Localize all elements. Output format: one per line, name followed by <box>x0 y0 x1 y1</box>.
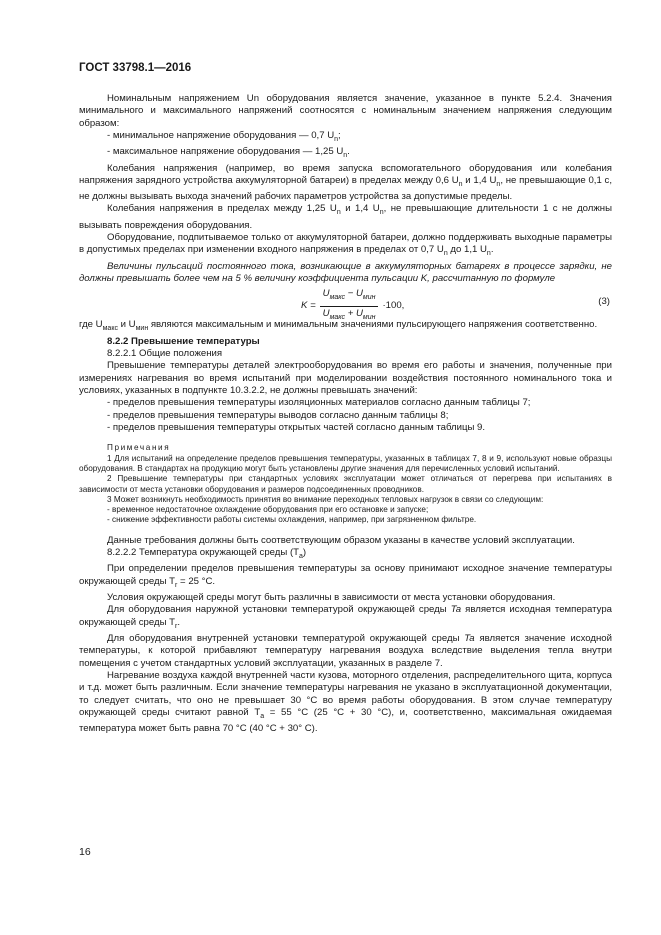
note-3-item-b: - снижение эффективности работы системы охлаждения, например, при загрязненном фильтре. <box>107 515 477 525</box>
list-item-table-8: - пределов превышения температуры выводов согласно данным таблицы 8; <box>107 409 449 421</box>
equation-number: (3) <box>598 296 610 308</box>
formula-lhs: K = <box>301 299 316 311</box>
list-item-table-9: - пределов превышения температуры открытых частей согласно данным таблицы 9. <box>107 422 486 433</box>
paragraph-ambient-conditions: Условия окружающей среды могут быть различны в зависимости от места установки оборудования. <box>107 591 556 603</box>
paragraph-voltage-fluctuations-1s: Колебания напряжения в пределах между 1,25 $U_n$ и 1,4 $U_n$, не превышающие длительности 1 с не должны вызывать повреждения оборудования. <box>79 203 613 231</box>
paragraph-battery-equipment: Оборудование, подпитываемое только от аккумуляторной батареи, должно поддерживать выходные параметры в допустимых пределах при изменении входного напряжения в пределах от 0,7 $U_n$ до 1,1 $U_n$. <box>79 232 612 258</box>
list-item-table-7: - пределов превышения температуры изоляционных материалов согласно данным таблицы 7; <box>107 397 531 409</box>
notes-title: Примечания <box>107 443 171 453</box>
paragraph-ripple: Величины пульсаций постоянного тока, возникающие в аккумуляторных батареях в процессе зарядки, не должны превышать более чем на 5 % величину коэффициента пульсации K, рассчитанную по формуле <box>79 260 612 284</box>
paragraph-nominal-voltage: Номинальным напряжением Un оборудования является значение, указанное в пункте 5.2.4. Значения минимального и максимального напряжений соотносятся с номинальным значением напряжения следующим образом: <box>79 93 612 129</box>
paragraph-temperature-rise: Превышение температуры деталей электрооборудования во время его работы и значения, полученные при измерениях нагревания во время испытаний при моделировании воздействия постоянного номинального тока и условиях, указанных в подпункте 10.3.2.2, не должны превышать значений: <box>79 360 612 396</box>
note-1: 1 Для испытаний на определение пределов превышения температуры, указанных в таблицах 7, 8 и 9, используют новые образцы оборудования. В стандартах на продукцию могут быть установлены другие значения для перечисленных условий испытаний. <box>79 453 612 473</box>
formula-denominator: $U_{макс} + U_{мин}$ <box>322 307 376 321</box>
paragraph-where: где $U_{макс}$ и $U_{мин}$ являются максимальным и минимальным значениями пульсирующего напряжения соответственно. <box>79 319 598 333</box>
note-3-item-a: - временное недостаточное охлаждение оборудования при его остановке и запуске; <box>107 505 429 515</box>
document-header: ГОСТ 33798.1—2016 <box>79 62 192 74</box>
paragraph-requirements: Данные требования должны быть соответствующим образом указаны в качестве условий эксплуатации. <box>107 534 575 546</box>
note-2: 2 Превышение температуры при стандартных условиях эксплуатации может отличаться от перегрева при испытаниях в зависимости от места установки оборудования и размеров подсоединенных проводников. <box>79 474 612 494</box>
list-item-min-voltage: - минимальное напряжение оборудования — 0,7 $U_n$; <box>107 130 341 143</box>
paragraph-reference-temperature: При определении пределов превышения температуры за основу принимают исходное значение температуры окружающей среды $T_r = 25$ °С. <box>79 563 612 589</box>
formula-fraction <box>320 288 379 324</box>
formula-expression <box>301 288 404 324</box>
paragraph-voltage-fluctuations: Колебания напряжения (например, во время запуска вспомогательного оборудования или колебания напряжения зарядного устройства аккумуляторной батареи) в пределах между 0,6 $U_n$ и 1,4 $U_n$, не превышающие 0,1 с, не должны вызывать выхода значений рабочих параметров устройства за допустимые пределы. <box>79 162 613 203</box>
paragraph-indoor-equipment: Для оборудования внутренней установки температурой окружающей среды Ta является значение исходной температуры, к которой прибавляют температуру нагревания воздуха вследствие выделения тепла внутри помещения с учетом стандартных условий эксплуатации, указанных в разделе 7. <box>79 632 612 669</box>
page-number: 16 <box>79 846 91 858</box>
formula-ripple <box>79 285 612 319</box>
note-3: 3 Может возникнуть необходимость принятия во внимание переходных тепловых нагрузок в связи со следующим: <box>107 494 544 504</box>
subsection-heading-8-2-2-1: 8.2.2.1 Общие положения <box>107 347 223 359</box>
formula-numerator: $U_{макс} - U_{мин}$ <box>320 288 379 306</box>
paragraph-air-heating: Нагревание воздуха каждой внутренней части кузова, моторного отделения, распределительного щита, корпуса и т.д. может быть различным. Если значение температуры нагревания не указано в эксплуатационной документации, то следует считать, что оно не превышает 30 °С во время работы оборудования. В этом случае температуру окружающей среды считают равной $T_a = 55$ °С (25 °С + 30 °С), и, соответственно, максимальная ожидаемая температура может быть равна 70 °С (40 °С + 30° С). <box>79 669 612 735</box>
paragraph-outdoor-equipment: Для оборудования наружной установки температурой окружающей среды Ta является исходная температура окружающей среды $T_r$. <box>79 604 612 630</box>
list-item-max-voltage: - максимальное напряжение оборудования — 1,25 $U_n$. <box>107 146 350 160</box>
formula-tail: ·100, <box>382 299 405 311</box>
subsection-heading-8-2-2-2: 8.2.2.2 Температура окружающей среды $(T_a)$ <box>107 547 307 560</box>
section-heading-8-2-2: 8.2.2 Превышение температуры <box>107 335 260 347</box>
notes-block <box>79 443 612 525</box>
document-body <box>79 93 612 736</box>
